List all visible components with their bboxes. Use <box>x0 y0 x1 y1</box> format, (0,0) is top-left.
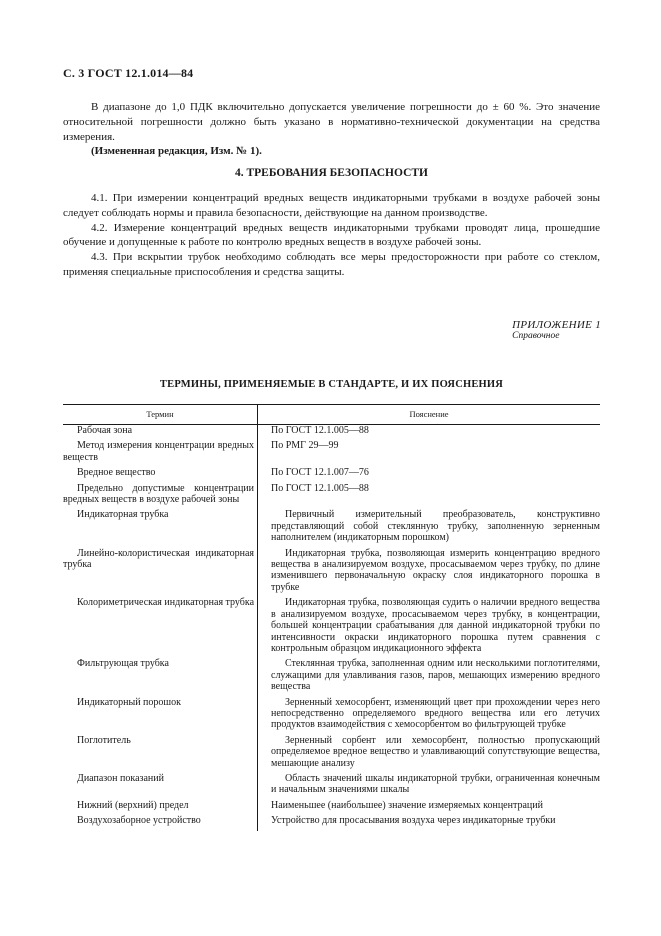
explanation-cell: Наименьшее (наибольшее) значение измеряемых концентраций <box>271 799 543 811</box>
explanation-cell: Зерненный хемосорбент, изменяющий цвет при прохождении через него непосредственно определяемого вредного вещества или его летучих продуктов взаимодействия с хемосорбентом во фильтрующей трубке <box>271 696 600 731</box>
terms-table <box>63 404 600 831</box>
term-cell: Линейно-колористическая индикаторная трубка <box>63 547 254 571</box>
term-cell: Нижний (верхний) предел <box>77 799 189 811</box>
table-row <box>63 773 600 800</box>
explanation-cell: Индикаторная трубка, позволяющая судить о наличии вредного вещества в анализируемом воздухе, просасываемом через трубку, в концентрации, большей концентрации срабатывания для данной индикаторной трубки по интенсивности окраски индикаторного порошка путем сравнения с контрольным образцом индикационного эффекта <box>271 597 600 654</box>
table-row <box>63 425 600 441</box>
term-cell: Поглотитель <box>77 734 131 746</box>
intro-block <box>63 100 600 159</box>
explanation-cell: Стеклянная трубка, заполненная одним или несколькими поглотителями, служащими для улавливания газов, паров, мешающих измерению вредного вещества <box>271 658 600 693</box>
term-cell: Фильтрующая трубка <box>77 658 169 670</box>
table-row <box>63 483 600 510</box>
explanation-cell: По ГОСТ 12.1.005—88 <box>271 482 369 494</box>
column-header-term: Термин <box>63 405 258 425</box>
requirement-item: 4.3. При вскрытии трубок необходимо соблюдать все меры предосторожности при работе со стеклом, применяя специальные приспособления и средства защиты. <box>63 251 600 278</box>
table-row <box>63 735 600 773</box>
term-cell: Индикаторная трубка <box>77 509 169 521</box>
table-row <box>63 597 600 658</box>
explanation-cell: Зерненный сорбент или хемосорбент, полностью пропускающий определяемое вредное вещество и улавливающий сопутствующие вещества, мешающие анализу <box>271 734 600 769</box>
section-title: 4. ТРЕБОВАНИЯ БЕЗОПАСНОСТИ <box>234 167 429 179</box>
term-cell: Воздухозаборное устройство <box>77 815 201 827</box>
term-cell: Метод измерения концентрации вредных веществ <box>63 440 254 463</box>
term-cell: Индикаторный порошок <box>77 696 181 708</box>
explanation-cell: Область значений шкалы индикаторной трубки, ограниченная конечным и начальным значениями шкалы <box>271 772 600 796</box>
explanation-cell: Устройство для просасывания воздуха через индикаторные трубки <box>271 815 556 827</box>
term-cell: Колориметрическая индикаторная трубка <box>77 597 255 609</box>
table-row <box>63 467 600 482</box>
table-row <box>63 815 600 830</box>
page-header: С. 3 ГОСТ 12.1.014—84 <box>63 66 194 80</box>
requirement-item: 4.2. Измерение концентраций вредных веществ индикаторными трубками проводят лица, прошедшие обучение и допущенные к работе по контролю вредных веществ в воздухе рабочей зоны. <box>63 221 600 249</box>
table-row <box>63 658 600 696</box>
column-header-explanation: Пояснение <box>258 405 601 425</box>
table-row <box>63 440 600 467</box>
term-cell: Предельно допустимые концентрации вредных веществ в воздухе рабочей зоны <box>63 482 254 506</box>
term-cell: Вредное вещество <box>77 467 156 479</box>
table-header-row <box>63 405 600 425</box>
appendix-label <box>512 319 601 341</box>
table-row <box>63 800 600 815</box>
explanation-cell: По ГОСТ 12.1.007—76 <box>271 467 369 479</box>
appendix-number: ПРИЛОЖЕНИЕ 1 <box>512 319 601 331</box>
requirement-item: 4.1. При измерении концентраций вредных веществ индикаторными трубками в воздухе рабочей зоны следует соблюдать нормы и правила безопасности, действующие на данном производстве. <box>63 192 600 219</box>
revision-note: (Измененная редакция, Изм. № 1). <box>91 145 262 158</box>
intro-paragraph: В диапазоне до 1,0 ПДК включительно допускается увеличение погрешности до ± 60 %. Это значение относительной погрешности должно быть указано в нормативно-технической документации на средства измерения. <box>63 101 600 143</box>
term-cell: Рабочая зона <box>77 425 133 436</box>
table-row <box>63 509 600 547</box>
safety-requirements <box>63 191 600 280</box>
explanation-cell: Первичный измерительный преобразователь, конструктивно представляющий собой стеклянную трубку, заполненную зерненным наполнителем (индикаторным порошком) <box>271 509 600 544</box>
terms-table-title: ТЕРМИНЫ, ПРИМЕНЯЕМЫЕ В СТАНДАРТЕ, И ИХ ПОЯСНЕНИЯ <box>159 379 504 390</box>
explanation-cell: По РМГ 29—99 <box>271 440 339 452</box>
table-row <box>63 697 600 735</box>
explanation-cell: Индикаторная трубка, позволяющая измерить концентрацию вредного вещества в анализируемом воздухе, просасываемом через трубку, по длине изменившего первоначальную окраску слоя индикаторного порошка в трубке <box>271 547 600 593</box>
term-cell: Диапазон показаний <box>77 772 164 784</box>
appendix-type: Справочное <box>512 331 560 341</box>
table-row <box>63 548 600 598</box>
explanation-cell: По ГОСТ 12.1.005—88 <box>271 425 369 436</box>
